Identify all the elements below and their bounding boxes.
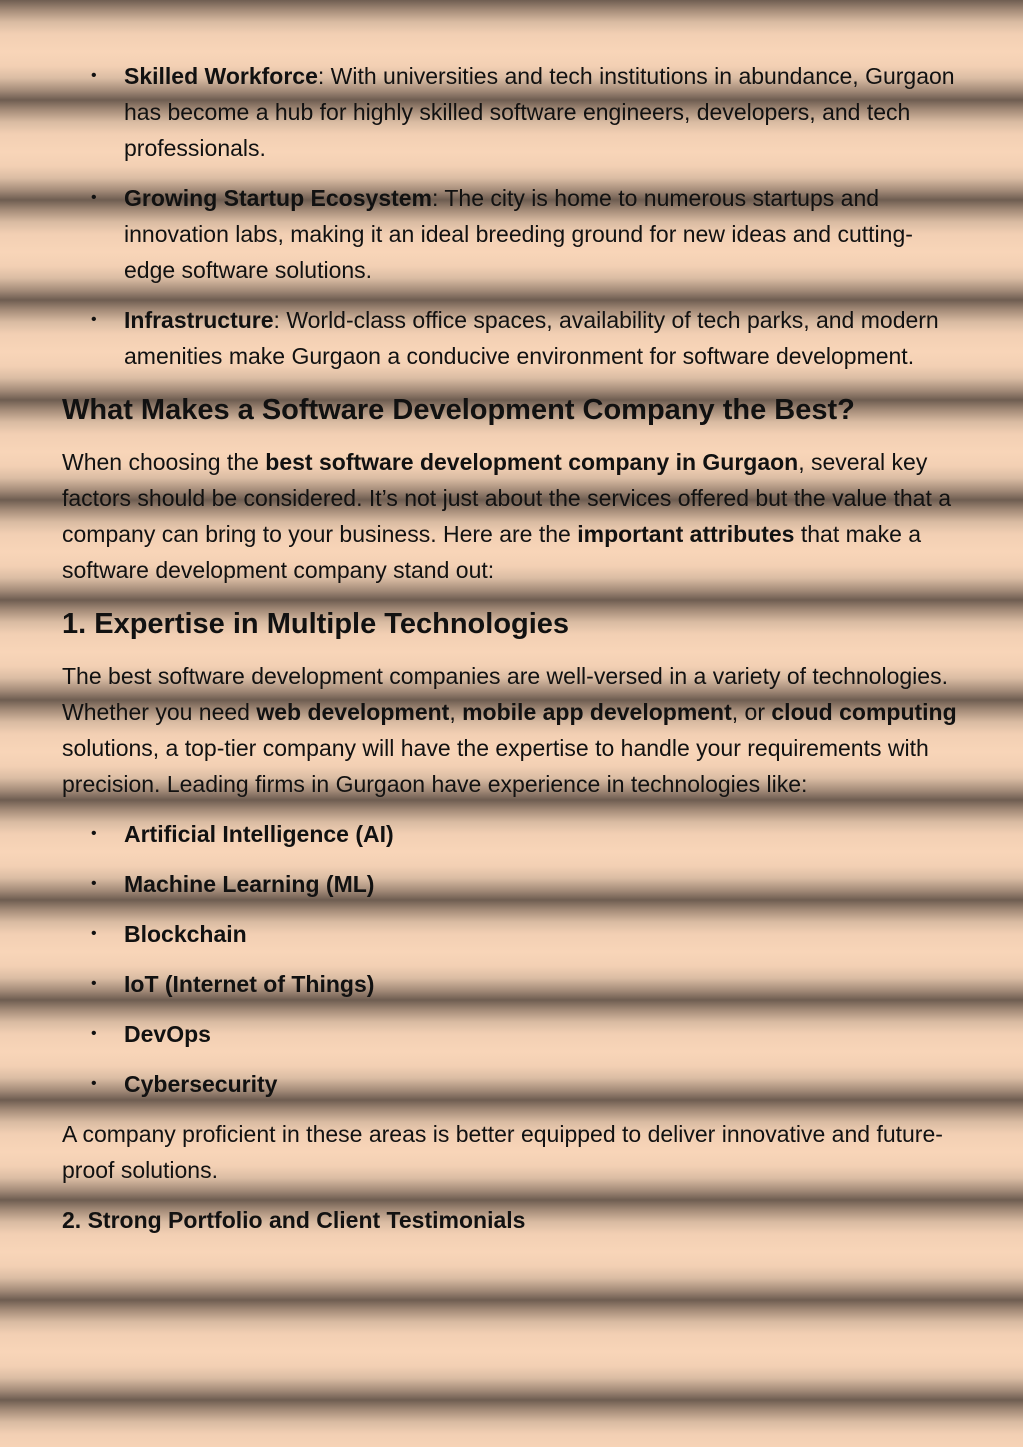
tech-item: Machine Learning (ML) bbox=[124, 871, 375, 897]
paragraph-bold-text: cloud computing bbox=[771, 699, 957, 725]
bullet-term: Growing Startup Ecosystem bbox=[124, 185, 433, 211]
tech-item: Artificial Intelligence (AI) bbox=[124, 821, 394, 847]
list-item bbox=[91, 180, 962, 288]
bullet-text: : With universities and tech institutions in abundance, Gurgaon has become a hub for highly skilled software engineers, developers, and tech professionals. bbox=[124, 63, 955, 161]
bullet-icon: • bbox=[91, 825, 97, 842]
bullet-text: : World-class office spaces, availability of tech parks, and modern amenities make Gurgaon a conducive environment for software development. bbox=[124, 307, 939, 369]
list-item bbox=[91, 966, 962, 1002]
bullet-icon: • bbox=[91, 1025, 97, 1042]
section-paragraph bbox=[62, 444, 962, 588]
expertise-paragraph bbox=[62, 658, 962, 802]
closing-paragraph: A company proficient in these areas is better equipped to deliver innovative and future-proof solutions. bbox=[62, 1121, 943, 1183]
list-item bbox=[91, 1016, 962, 1052]
tech-item: Cybersecurity bbox=[124, 1071, 278, 1097]
paragraph-text: , bbox=[449, 699, 463, 725]
tech-item: IoT (Internet of Things) bbox=[124, 971, 375, 997]
paragraph-text: , several key factors should be considered. It’s not just about the services offered but the value that a company can bring to your business. Here are the bbox=[62, 449, 952, 547]
bullet-icon: • bbox=[91, 1075, 97, 1092]
bullet-term: Skilled Workforce bbox=[124, 63, 318, 89]
paragraph-text: , or bbox=[731, 699, 772, 725]
expertise-heading: 1. Expertise in Multiple Technologies bbox=[62, 608, 570, 640]
list-item bbox=[91, 816, 962, 852]
bullet-text: : The city is home to numerous startups and innovation labs, making it an ideal breeding ground for new ideas and cutting-edge software solutions. bbox=[124, 185, 913, 283]
bullet-icon: • bbox=[91, 925, 97, 942]
bullet-term: Infrastructure bbox=[124, 307, 274, 333]
paragraph-bold-text: best software development company in Gurgaon bbox=[265, 449, 799, 475]
document-page bbox=[62, 58, 962, 1238]
bullet-icon: • bbox=[91, 975, 97, 992]
paragraph-bold-text: mobile app development bbox=[462, 699, 732, 725]
paragraph-text: When choosing the bbox=[62, 449, 266, 475]
intro-bullet-list bbox=[62, 58, 962, 374]
tech-item: DevOps bbox=[124, 1021, 211, 1047]
list-item bbox=[91, 58, 962, 166]
list-item bbox=[91, 302, 962, 374]
bullet-icon: • bbox=[91, 875, 97, 892]
tech-item: Blockchain bbox=[124, 921, 247, 947]
section-heading: What Makes a Software Development Company the Best? bbox=[62, 394, 855, 426]
bullet-icon: • bbox=[91, 311, 97, 328]
bullet-icon: • bbox=[91, 189, 97, 206]
bullet-icon: • bbox=[91, 67, 97, 84]
tech-bullet-list bbox=[62, 816, 962, 1102]
list-item bbox=[91, 1066, 962, 1102]
portfolio-heading: 2. Strong Portfolio and Client Testimonials bbox=[62, 1207, 526, 1233]
paragraph-text: The best software development companies are well-versed in a variety of technologies. Whether you need bbox=[62, 663, 948, 725]
paragraph-bold-text: web development bbox=[256, 699, 450, 725]
paragraph-text: that make a software development company stand out: bbox=[62, 521, 922, 583]
list-item bbox=[91, 916, 962, 952]
paragraph-text: solutions, a top-tier company will have the expertise to handle your requirements with precision. Leading firms in Gurgaon have experience in technologies like: bbox=[62, 735, 929, 797]
paragraph-bold-text: important attributes bbox=[577, 521, 795, 547]
list-item bbox=[91, 866, 962, 902]
